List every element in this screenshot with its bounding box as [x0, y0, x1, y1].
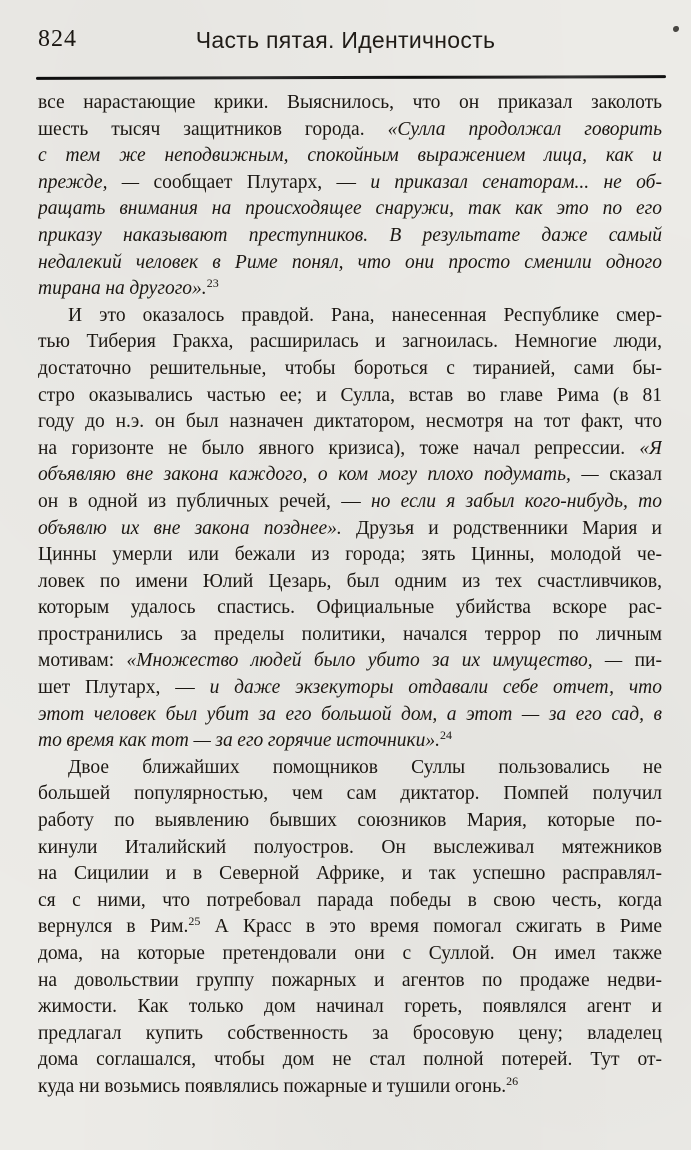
text-line: [38, 968, 662, 995]
text-segment: на довольствии группу пожарных и агентов по продаже недви-: [38, 969, 662, 991]
text-segment: дома соглашался, чтобы дом не стал полной потерей. Тут от-: [38, 1049, 662, 1071]
text-line: [38, 888, 662, 915]
text-segment: тирана на другого».: [38, 278, 207, 300]
page-body-text: [38, 90, 662, 1101]
text-line: [38, 223, 662, 250]
text-segment: Двое ближайших помощников Суллы пользовались не: [68, 756, 662, 778]
text-line: [38, 835, 662, 862]
text-line: [38, 914, 662, 941]
text-segment: все нарастающие крики. Выяснилось, что он приказал заколоть: [38, 92, 662, 113]
text-segment: объявляю вне закона каждого, о ком могу плохо подумать, —: [38, 464, 610, 486]
paragraph: [38, 90, 662, 303]
text-segment: но если я забыл кого-нибудь, то: [370, 490, 662, 512]
text-segment: шет Плутарх, —: [38, 677, 210, 699]
text-line: [38, 383, 662, 410]
text-segment: на Сицилии и в Северной Африке, и так успешно расправлял-: [38, 863, 662, 885]
text-segment: дома, на которые претендовали они с Суллой. Он имел также: [38, 943, 662, 964]
text-line: [38, 781, 662, 808]
text-segment: мотивам:: [38, 650, 127, 672]
text-line: [38, 755, 662, 782]
text-line: [38, 728, 662, 755]
text-line: [38, 675, 662, 702]
text-line: [38, 250, 662, 277]
header-rule-divider: [36, 75, 666, 80]
text-segment: то время как тот — за его горячие источники».: [38, 730, 441, 752]
text-line: [38, 462, 662, 489]
text-line: [38, 516, 662, 543]
text-segment: объявлю их вне закона позднее».: [38, 517, 342, 539]
text-segment: сообщает Плутарх, —: [153, 171, 371, 193]
text-segment: с тем же неподвижным, спокойным выражением лица, как и: [38, 145, 662, 167]
text-segment: и даже экзекуторы отдавали себе отчет, что: [209, 677, 662, 699]
text-segment: пи-: [634, 650, 662, 672]
page-number: 824: [38, 26, 77, 52]
text-line: [38, 329, 662, 356]
text-segment: Цинны умерли или бежали из города; зять Цинны, молодой че-: [38, 544, 662, 566]
text-segment: кинули Италийский полуостров. Он выслеживал мятежников: [38, 836, 662, 858]
text-line: [38, 595, 662, 622]
text-segment: «Сулла продолжал говорить: [387, 118, 662, 140]
text-line: [38, 622, 662, 649]
footnote-ref: 23: [206, 276, 219, 291]
text-segment: сказал: [609, 464, 662, 486]
text-segment: вернулся в Рим.: [38, 916, 189, 938]
text-line: [38, 196, 662, 223]
text-line: [38, 941, 662, 968]
text-segment: предлагал купить собственность за бросовую цену; владелец: [38, 1022, 662, 1044]
paragraph: [38, 303, 662, 755]
text-segment: и приказал сенаторам... не об-: [370, 171, 662, 193]
text-segment: большей популярностью, чем сам диктатор. Помпей получил: [38, 783, 662, 805]
text-segment: жимости. Как только дом начинал гореть, появлялся агент и: [38, 996, 662, 1018]
footnote-ref: 25: [188, 914, 201, 929]
text-line: [38, 861, 662, 888]
text-segment: пространились за пределы политики, начался террор по личным: [38, 623, 662, 645]
text-segment: «Я: [639, 437, 662, 459]
footnote-ref: 24: [440, 728, 453, 743]
footnote-ref: 26: [506, 1073, 519, 1088]
text-segment: на горизонте не было явного кризиса), тоже начал репрессии.: [38, 437, 640, 459]
text-segment: «Множество людей было убито за их имущество, —: [126, 650, 635, 672]
text-line: [38, 648, 662, 675]
text-line: [38, 542, 662, 569]
text-line: [38, 117, 662, 144]
text-segment: году до н.э. он был назначен диктатором, несмотря на тот факт, что: [38, 411, 662, 433]
text-line: [38, 436, 662, 463]
text-segment: этот человек был убит за его большой дом, а этот — за его сад, в: [38, 703, 662, 725]
text-segment: А Красс в это время помогал сжигать в Риме: [200, 916, 662, 938]
text-line: [38, 356, 662, 383]
text-line: [38, 489, 662, 516]
text-segment: шесть тысяч защитников города.: [38, 118, 388, 140]
text-segment: ся с ними, что потребовал парада победы в свою честь, когда: [38, 889, 662, 911]
paragraph: [38, 755, 662, 1101]
text-line: [38, 90, 662, 117]
text-line: [38, 569, 662, 596]
text-segment: недалекий человек в Риме понял, что они просто сменили одного: [38, 251, 662, 273]
text-line: [38, 808, 662, 835]
text-line: [38, 1021, 662, 1048]
running-header: Часть пятая. Идентичность: [195, 27, 496, 53]
text-line: [38, 303, 662, 330]
text-segment: И это оказалось правдой. Рана, нанесенная Республике смер-: [68, 304, 662, 326]
text-segment: приказу наказывают преступников. В результате даже самый: [38, 224, 662, 246]
text-segment: прежде, —: [38, 171, 154, 193]
text-segment: которым удалось спастись. Официальные убийства вскоре рас-: [38, 597, 662, 619]
text-segment: ращать внимания на происходящее снаружи, так как это по его: [38, 198, 662, 220]
text-segment: тью Тиберия Гракха, расширилась и загноилась. Немногие люди,: [38, 331, 662, 353]
text-segment: достаточно решительные, чтобы бороться с тиранией, сами бы-: [38, 357, 662, 379]
text-segment: работу по выявлению бывших союзников Мария, которые по-: [38, 810, 662, 832]
text-segment: он в одной из публичных речей, —: [38, 490, 371, 512]
text-line: [38, 1047, 662, 1074]
text-segment: куда ни возьмись появлялись пожарные и тушили огонь.: [38, 1075, 507, 1097]
text-line: [38, 1074, 662, 1101]
text-segment: Друзья и родственники Мария и: [341, 517, 662, 539]
text-line: [38, 994, 662, 1021]
text-segment: ловек по имени Юлий Цезарь, был одним из тех счастливчиков,: [38, 570, 662, 592]
text-line: [38, 143, 662, 170]
text-line: [38, 276, 662, 303]
text-line: [38, 409, 662, 436]
text-segment: стро оказывались частью ее; и Сулла, встав во главе Рима (в 81: [38, 384, 662, 406]
text-line: [38, 170, 662, 197]
text-line: [38, 702, 662, 729]
